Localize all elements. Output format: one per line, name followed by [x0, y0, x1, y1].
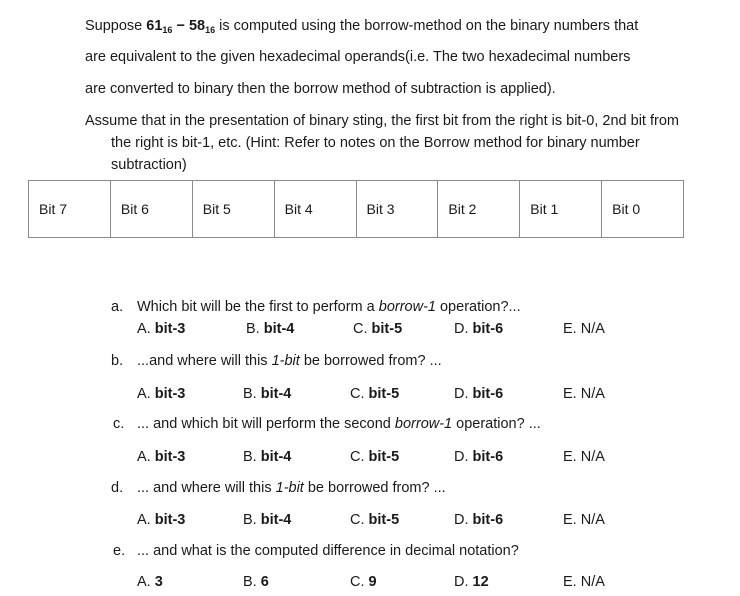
option-a[interactable]: A. 3	[137, 574, 163, 590]
bit-cell: Bit 4	[275, 181, 357, 237]
option-d[interactable]: D. bit-6	[454, 386, 504, 402]
option-c[interactable]: C. bit-5	[353, 321, 403, 337]
intro-line-6: subtraction)	[111, 157, 187, 173]
option-b[interactable]: B. bit-4	[243, 449, 292, 465]
option-a[interactable]: A. bit-3	[137, 321, 186, 337]
option-c[interactable]: C. 9	[350, 574, 377, 590]
option-d[interactable]: D. 12	[454, 574, 489, 590]
question-letter: b.	[111, 353, 124, 369]
operand-2-value: 58	[188, 18, 206, 34]
bit-cell: Bit 6	[111, 181, 193, 237]
option-b[interactable]: B. bit-4	[246, 321, 295, 337]
option-a[interactable]: A. bit-3	[137, 512, 186, 528]
minus-sign: −	[172, 18, 189, 34]
option-c[interactable]: C. bit-5	[350, 449, 400, 465]
question-letter: e.	[113, 543, 126, 559]
option-c[interactable]: C. bit-5	[350, 386, 400, 402]
bit-cell: Bit 0	[612, 201, 641, 217]
option-e[interactable]: E. N/A	[563, 574, 605, 590]
operand-2	[189, 18, 215, 34]
question-letter: c.	[113, 416, 125, 432]
option-e[interactable]: E. N/A	[563, 321, 605, 337]
question-text: ...and where will this 1-bit be borrowed from? ...	[137, 353, 442, 369]
option-d[interactable]: D. bit-6	[454, 512, 504, 528]
option-e[interactable]: E. N/A	[563, 449, 605, 465]
option-d[interactable]: D. bit-6	[454, 321, 504, 337]
question-text: ... and what is the computed difference in decimal notation?	[137, 543, 519, 559]
bit-cell: Bit 7	[29, 181, 111, 237]
question-text: ... and which bit will perform the second borrow-1 operation? ...	[137, 416, 541, 432]
bit-table	[28, 180, 684, 238]
intro-line-1-pre: Suppose	[85, 18, 147, 34]
option-a[interactable]: A. bit-3	[137, 386, 186, 402]
bit-cell: Bit 2	[438, 181, 520, 237]
intro-line-1-post: is computed using the borrow-method on the binary numbers that	[215, 18, 639, 34]
option-b[interactable]: B. bit-4	[243, 386, 292, 402]
intro-line-5: the right is bit-1, etc. (Hint: Refer to notes on the Borrow method for binary number	[111, 135, 640, 151]
intro-line-2: are equivalent to the given hexadecimal operands(i.e. The two hexadecimal numbers	[85, 49, 631, 65]
question-letter: a.	[111, 299, 124, 315]
option-e[interactable]: E. N/A	[563, 386, 605, 402]
question-text: ... and where will this 1-bit be borrowed from? ...	[137, 480, 446, 496]
option-a[interactable]: A. bit-3	[137, 449, 186, 465]
option-d[interactable]: D. bit-6	[454, 449, 504, 465]
bit-cell: Bit 1	[520, 181, 602, 237]
operand-1-value: 61	[146, 18, 163, 34]
intro-line-3: are converted to binary then the borrow method of subtraction is applied).	[85, 81, 556, 97]
option-c[interactable]: C. bit-5	[350, 512, 400, 528]
option-b[interactable]: B. bit-4	[243, 512, 292, 528]
question-letter: d.	[111, 480, 124, 496]
bit-cell: Bit 5	[193, 181, 275, 237]
bit-cell: Bit 3	[357, 181, 439, 237]
question-text: Which bit will be the first to perform a borrow-1 operation?...	[137, 299, 521, 315]
operand-1	[146, 18, 172, 34]
intro-line-4: Assume that in the presentation of binary sting, the first bit from the right is bit-0, 2nd bit from	[85, 113, 679, 129]
intro-line-1	[85, 18, 638, 34]
operand-2-base: 16	[205, 25, 216, 35]
option-e[interactable]: E. N/A	[563, 512, 605, 528]
operand-1-base: 16	[162, 25, 173, 35]
option-b[interactable]: B. 6	[243, 574, 269, 590]
